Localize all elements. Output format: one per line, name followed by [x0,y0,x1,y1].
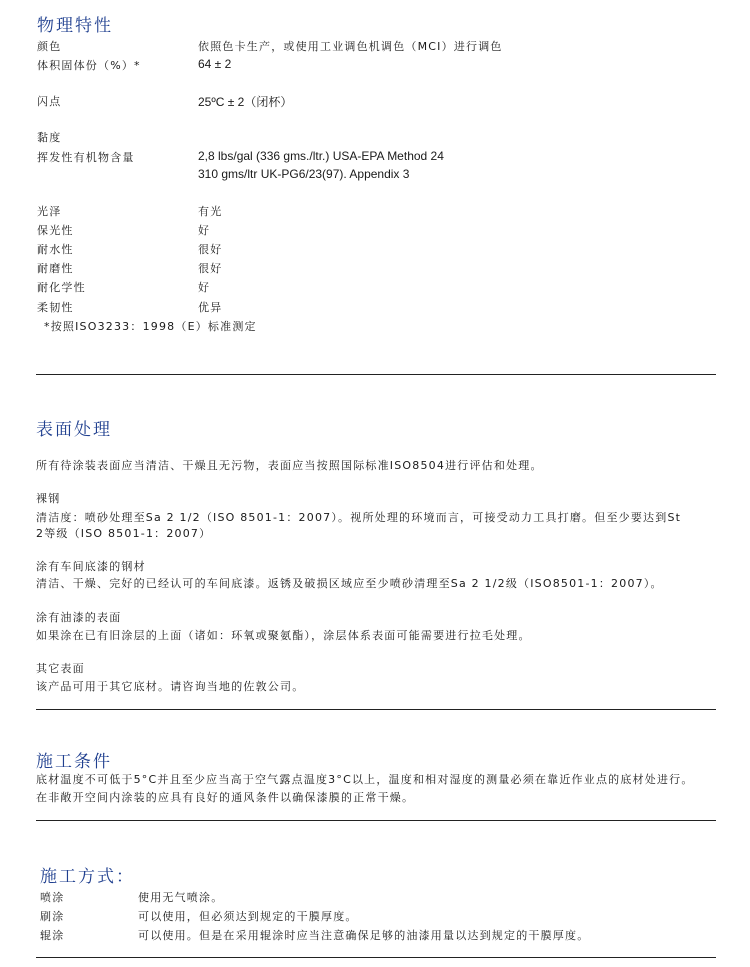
property-value: 好 [198,224,211,237]
property-value: 优异 [198,301,223,314]
property-label: 颜色 [37,40,62,53]
property-label: 黏度 [37,131,62,144]
property-value: 很好 [198,262,223,275]
other-surface-text: 该产品可用于其它底材。请咨询当地的佐敦公司。 [36,680,305,693]
section-title-surface-preparation: 表面处理 [36,420,112,440]
property-label: 闪点 [37,95,62,108]
property-value: 25ºC ± 2（闭杯） [198,95,293,109]
method-value: 可以使用，但必须达到规定的干膜厚度。 [138,910,358,923]
property-value: 有光 [198,205,223,218]
painted-surface-text: 如果涂在已有旧涂层的上面（诸如：环氧或聚氨酯），涂层体系表面可能需要进行拉毛处理。 [36,629,531,642]
section-divider [36,374,716,375]
property-label: 保光性 [37,224,74,237]
section-divider [36,709,716,710]
bare-steel-text: 2等级（ISO 8501-1：2007） [36,527,212,540]
conditions-text: 在非敞开空间内涂装的应具有良好的通风条件以确保漆膜的正常干燥。 [36,791,415,804]
property-label: 耐化学性 [37,281,86,294]
property-label: 柔韧性 [37,301,74,314]
shop-primer-text: 清洁、干燥、完好的已经认可的车间底漆。返锈及破损区域应至少喷砂清理至Sa 2 1/2级（ISO8501-1：2007）。 [36,577,663,590]
method-value: 使用无气喷涂。 [138,891,224,904]
property-value: 很好 [198,243,223,256]
section-title-application-conditions: 施工条件 [36,752,112,772]
surface-intro: 所有待涂装表面应当清洁、干燥且无污物，表面应当按照国际标准ISO8504进行评估和处理。 [36,459,543,472]
property-value: 好 [198,281,211,294]
conditions-text: 底材温度不可低于5°C并且至少应当高于空气露点温度3°C以上，温度和相对湿度的测量必须在靠近作业点的底材处进行。 [36,773,694,786]
property-value: 310 gms/ltr UK-PG6/23(97). Appendix 3 [198,167,410,181]
property-label: 光泽 [37,205,62,218]
section-title-physical-properties: 物理特性 [37,16,113,36]
bare-steel-text: 清洁度：喷砂处理至Sa 2 1/2（ISO 8501-1：2007）。视所处理的环境而言，可接受动力工具打磨。但至少要达到St [36,511,682,524]
method-label: 辊涂 [40,929,65,942]
method-value: 可以使用。但是在采用辊涂时应当注意确保足够的油漆用量以达到规定的干膜厚度。 [138,929,590,942]
property-value: 64 ± 2 [198,57,232,71]
property-value: 依照色卡生产，或使用工业调色机调色（MCI）进行调色 [198,40,503,53]
method-label: 刷涂 [40,910,65,923]
bare-steel-heading: 裸钢 [36,492,61,505]
section-title-application-methods: 施工方式： [40,867,135,887]
painted-surface-heading: 涂有油漆的表面 [36,611,122,624]
property-label: 挥发性有机物含量 [37,151,135,164]
property-label: 耐水性 [37,243,74,256]
properties-footnote: *按照ISO3233：1998（E）标准测定 [44,320,257,333]
shop-primer-heading: 涂有车间底漆的钢材 [36,560,146,573]
section-divider [36,957,716,958]
property-value: 2,8 lbs/gal (336 gms./ltr.) USA-EPA Method 24 [198,149,444,163]
method-label: 喷涂 [40,891,65,904]
property-label: 耐磨性 [37,262,74,275]
section-divider [36,820,716,821]
property-label: 体积固体份（%）* [37,59,141,72]
other-surface-heading: 其它表面 [36,662,85,675]
